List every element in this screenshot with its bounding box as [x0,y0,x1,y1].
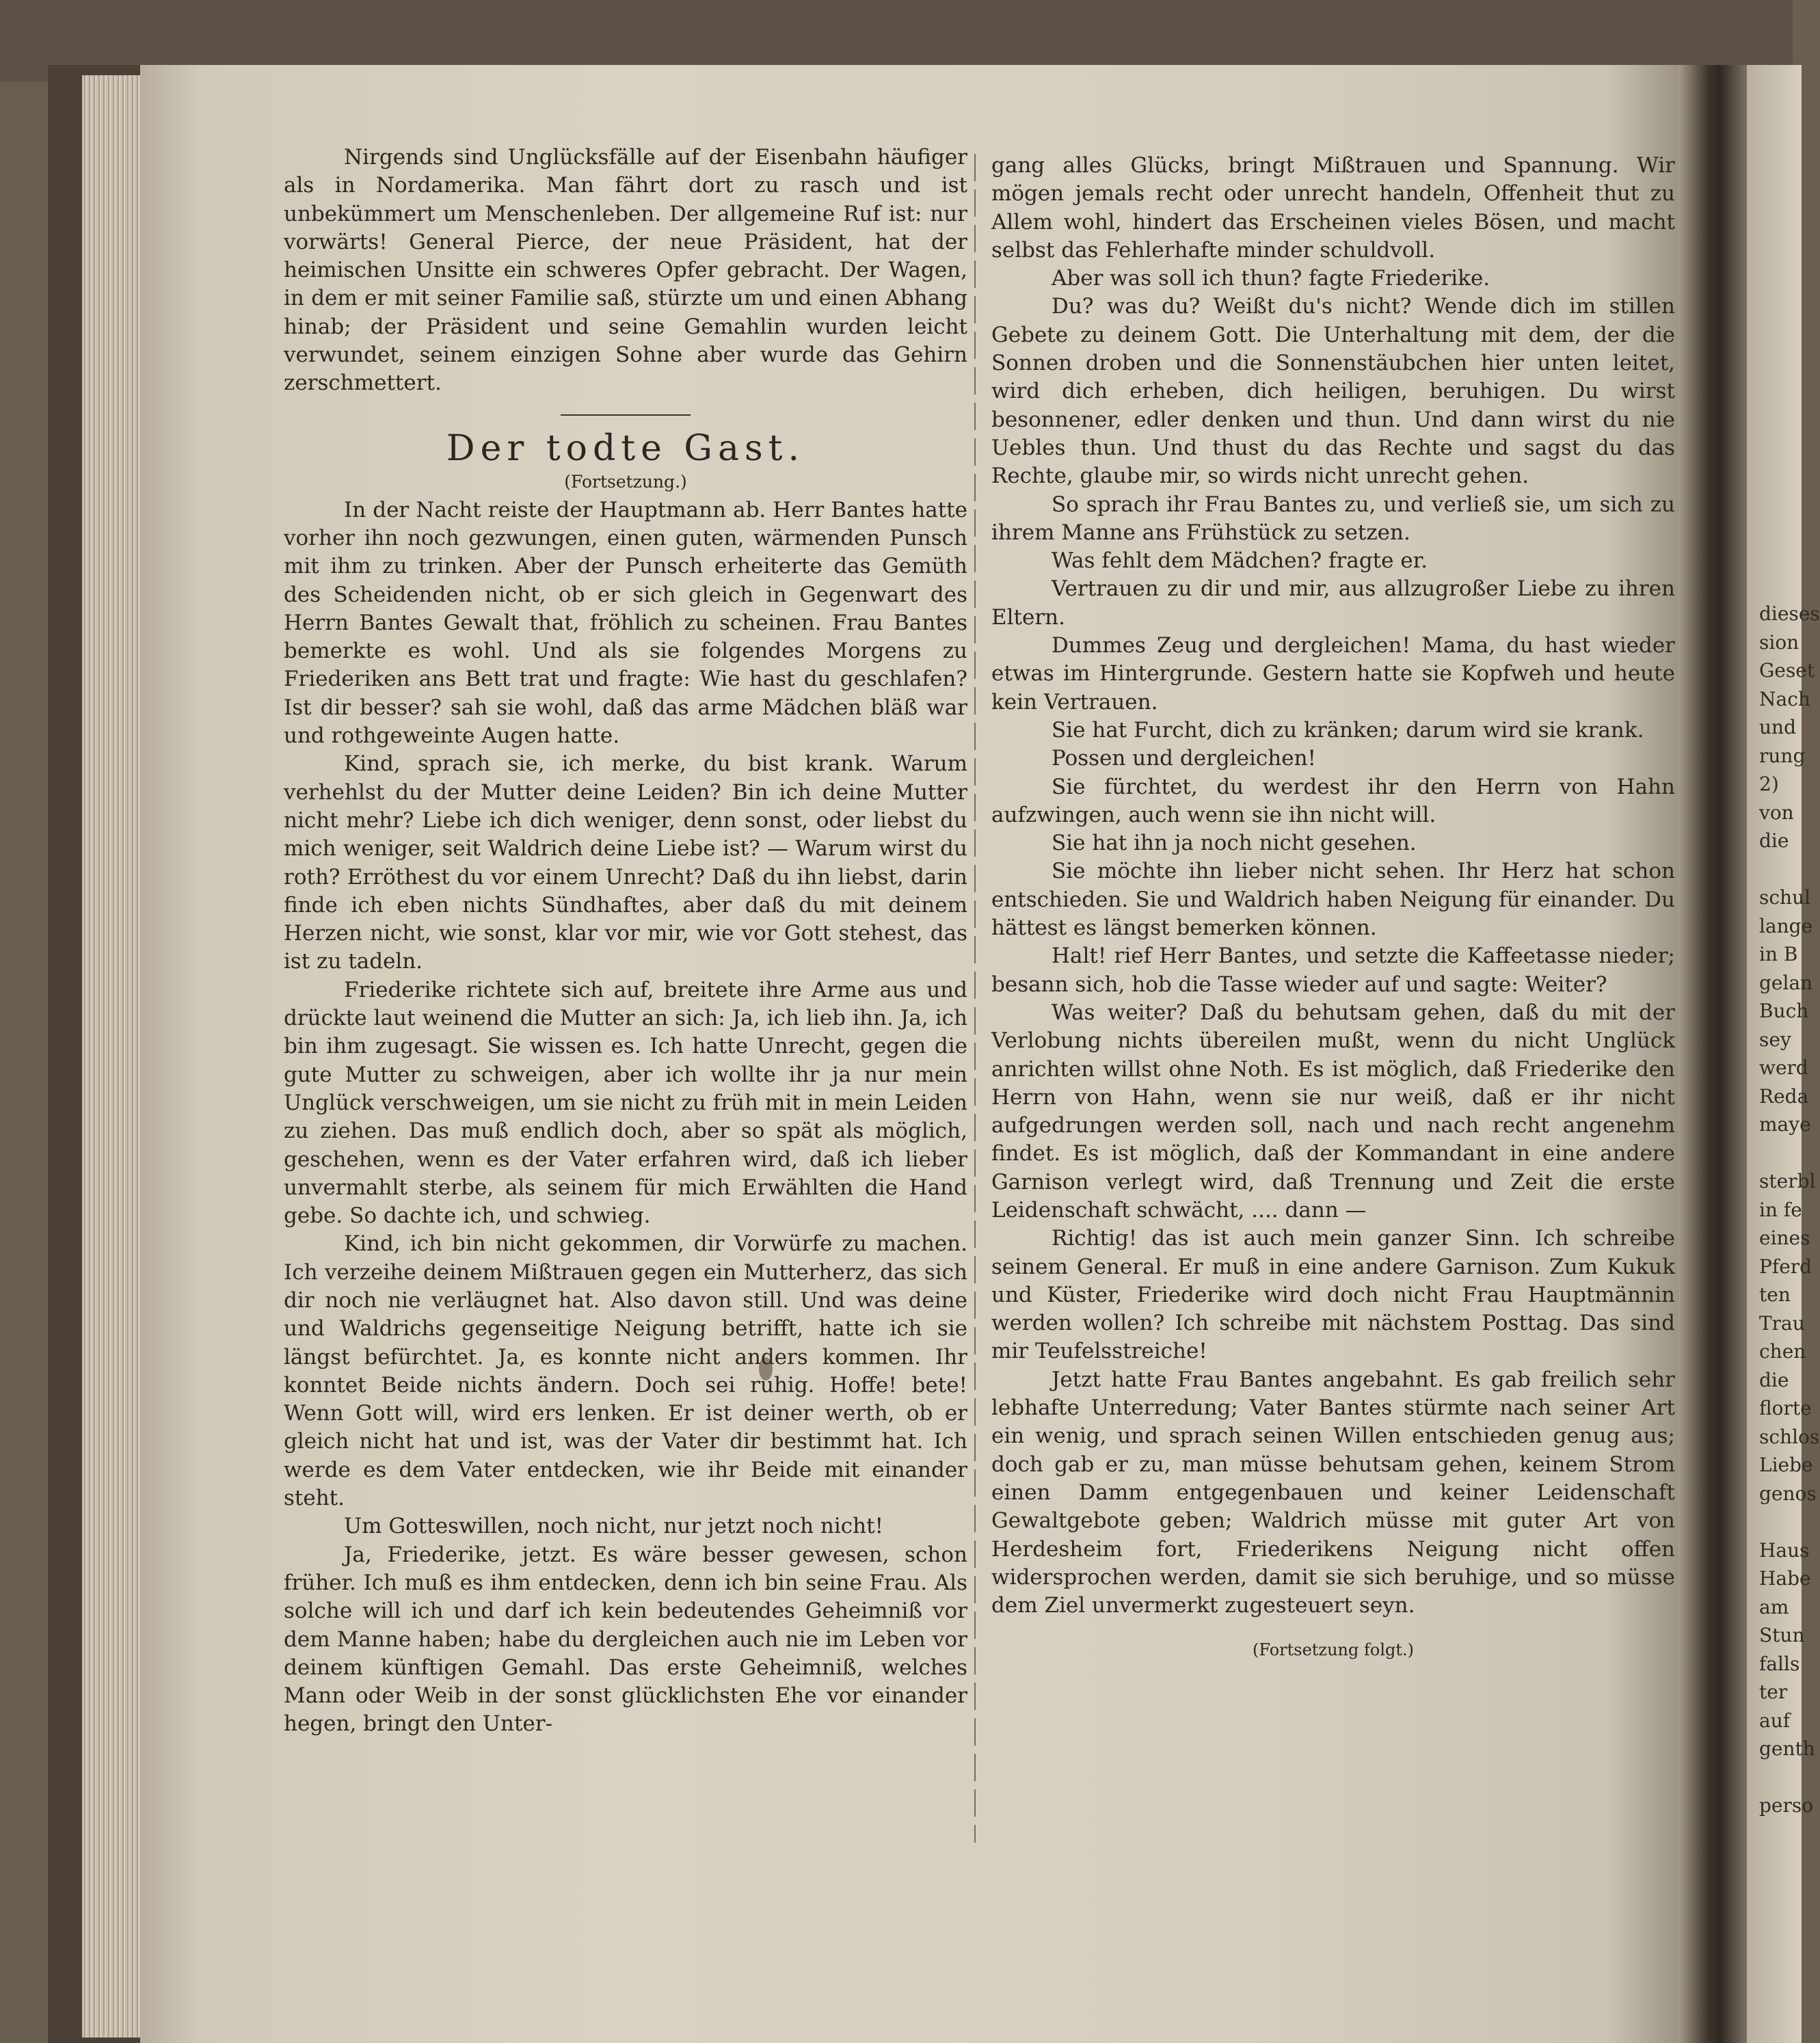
paragraph: Sie möchte ihn lieber nicht sehen. Ihr Herz hat schon entschieden. Sie und Waldrich haben Neigung für einander. Du hättest es längst bemerken können. [991,859,1675,941]
paragraph: Dummes Zeug und dergleichen! Mama, du hast wieder etwas im Hintergrunde. Gestern hatte sie Kopfweh und heute kein Vertrauen. [991,633,1675,715]
paragraph: Jetzt hatte Frau Bantes angebahnt. Es gab freilich sehr lebhafte Unterredung; Vater Bantes stürmte nach seiner Art ein wenig, und sprach seinen Willen entschieden genug aus; doch gab er zu, man müsse behutsam gehen, keinem Strom einen Damm entgegenbauen und keiner Leidenschaft Gewaltgebote geben; Waldrich müsse mit guter Art von Herdesheim fort, Friederikens Neigung nicht offen widersprochen werden, damit sie sich beruhige, und so müsse dem Ziel unvermerkt zugesteuert seyn. [991,1367,1675,1618]
paragraph: In der Nacht reiste der Hauptmann ab. Herr Bantes hatte vorher ihn noch gezwungen, einen guten, wärmenden Punsch mit ihm zu trinken. Aber der Punsch erheiterte das Gemüth des Scheidenden nicht, ob er sich gleich in Gegenwart des Herrn Bantes Gewalt that, fröhlich zu scheinen. Frau Bantes bemerkte es wohl. Und als sie folgendes Morgens zu Friederiken ans Bett trat und fragte: Wie hast du geschlafen? Ist dir besser? sah sie wohl, daß das arme Mädchen bläß war und rothgeweinte Augen hatte. [284,497,967,749]
page-edges [82,75,144,2038]
paragraph: Was fehlt dem Mädchen? fragte er. [1052,548,1428,574]
paragraph: Ja, Friederike, jetzt. Es wäre besser gewesen, schon früher. Ich muß es ihm entdecken, denn ich bin seine Frau. Als solche will ich und darf ich kein bedeutendes Geheimniß vor dem Manne haben; habe du dergleichen auch nie im Leben vor deinem künftigen Gemahl. Das erste Geheimniß, welches Mann oder Weib in der sonst glücklichsten Ehe vor einander hegen, bringt den Unter- [284,1542,967,1737]
paragraph: Kind, sprach sie, ich merke, du bist krank. Warum verhehlst du der Mutter deine Leiden? Bin ich deine Mutter nicht mehr? Liebe ich dich weniger, denn sonst, oder liebst du mich weniger, seit Waldrich deine Liebe ist? — Warum wirst du roth? Erröthest du vor einem Unrecht? Daß du ihn liebst, darin finde ich eben nichts Sündhaftes, aber daß du mit deinem Herzen nicht, wie sonst, klar vor mir, wie vor Gott stehest, das ist zu tadeln. [284,751,967,974]
paragraph: Nirgends sind Unglücksfälle auf der Eisenbahn häufiger als in Nordamerika. Man fährt dort zu rasch und ist unbekümmert um Menschenleben. Der allgemeine Ruf ist: nur vorwärts! General Pierce, der neue Präsident, hat der heimischen Unsitte ein schweres Opfer gebracht. Der Wagen, in dem er mit seiner Familie saß, stürzte um und einen Abhang hinab; der Präsident und seine Gemahlin wurden leicht verwundet, seinem einzigen Sohne aber wurde das Gehirn zerschmettert. [284,145,967,396]
paragraph: Um Gotteswillen, noch nicht, nur jetzt noch nicht! [344,1514,884,1539]
left-column [284,144,967,1739]
column-divider [974,154,976,1843]
next-page-text: dieses sion Geset Nach und rung 2) von die schul lange in B gelan Buch sey werd Reda maye sterbl in fe eines Pferd ten Trau chen die florte schlos Liebe genos Haus Habe am Stun falls ter auf genth perso [1759,602,1820,1817]
paragraph: Sie fürchtet, du werdest ihr den Herrn von Hahn aufzwingen, auch wenn sie ihn nicht will. [991,774,1675,827]
right-column [991,152,1675,1665]
article-subtitle: (Fortsetzung.) [564,471,687,492]
paragraph: Du? was du? Weißt du's nicht? Wende dich im stillen Gebete zu deinem Gott. Die Unterhaltung mit dem, der die Sonnen droben und die Sonnenstäubchen hier unten leitet, wird dich erheben, dich heiligen, beruhigen. Du wirst besonnener, edler denken und thun. Und dann wirst du nie Uebles thun. Und thust du das Rechte und sagst du das Rechte, glaube mir, so wirds nicht unrecht gehen. [991,294,1675,489]
paragraph: Friederike richtete sich auf, breitete ihre Arme aus und drückte laut weinend die Mutter an sich: Ja, ich lieb ihn. Ja, ich bin ihm zugesagt. Sie wissen es. Ich hatte Unrecht, gegen die gute Mutter zu schweigen, aber ich wollte ihr ja nur mein Unglück verschweigen, um sie nicht zu früh mit in mein Leiden zu ziehen. Das muß endlich doch, aber so spät als möglich, geschehen, wenn es der Vater erfahren wird, daß ich lieber unvermahlt sterbe, als seinem für mich Erwählten die Hand gebe. So dachte ich, und schwieg. [284,977,967,1229]
paragraph: Halt! rief Herr Bantes, und setzte die Kaffeetasse nieder; besann sich, hob die Tasse wieder auf und sagte: Weiter? [991,944,1675,997]
paragraph: Kind, ich bin nicht gekommen, dir Vorwürfe zu machen. Ich verzeihe deinem Mißtrauen gegen ein Mutterherz, das sich dir noch nie verläugnet hat. Also davon still. Und was deine und Waldrichs gegenseitige Neigung betrifft, hatte ich sie längst befürchtet. Ja, es konnte nicht anders kommen. Ihr konntet Beide nichts ändern. Doch sei ruhig. Hoffe! bete! Wenn Gott will, wird ers lenken. Er ist deiner werth, ob er gleich nicht hat und ist, was der Vater dir bestimmt hat. Ich werde es dem Vater entdecken, wie ihr Beide mit einander steht. [284,1231,967,1511]
paragraph: gang alles Glücks, bringt Mißtrauen und Spannung. Wir mögen jemals recht oder unrecht handeln, Offenheit thut zu Allem wohl, hindert das Erscheinen vieles Bösen, und macht selbst das Fehlerhafte minder schuldvoll. [991,153,1675,263]
paragraph: Aber was soll ich thun? fagte Friederike. [1052,266,1490,291]
book-gutter [1678,65,1754,2043]
paragraph: Sie hat Furcht, dich zu kränken; darum wird sie krank. [1052,717,1644,743]
paragraph: Vertrauen zu dir und mir, aus allzugroßer Liebe zu ihren Eltern. [991,576,1675,630]
next-page [1747,65,1820,2043]
article-title: Der todte Gast. [446,427,805,469]
paragraph: Possen und dergleichen! [1052,746,1317,771]
continuation-note: (Fortsetzung folgt.) [1253,1640,1414,1660]
section-divider [561,414,691,416]
paragraph: So sprach ihr Frau Bantes zu, und verließ sie, um sich zu ihrem Manne ans Frühstück zu setzen. [991,492,1675,545]
paragraph: Richtig! das ist auch mein ganzer Sinn. Ich schreibe seinem General. Er muß in eine andere Garnison. Zum Kukuk und Küster, Friederike wird doch nicht Frau Hauptmännin werden wollen? Ich schreibe mit nächstem Posttag. Das sind mir Teufelsstreiche! [991,1226,1675,1364]
paragraph: Sie hat ihn ja noch nicht gesehen. [1052,831,1417,856]
paragraph: Was weiter? Daß du behutsam gehen, daß du mit der Verlobung nichts übereilen mußt, wenn du nicht Unglück anrichten willst ohne Noth. Es ist möglich, daß Friederike den Herrn von Hahn, wenn sie nur weiß, daß er ihr nicht aufgedrungen werden soll, nach und nach recht angenehm findet. Es ist möglich, daß der Kommandant in eine andere Garnison verlegt wird, daß Trennung und Zeit die erste Leidenschaft schwächt, .... dann — [991,1000,1675,1223]
